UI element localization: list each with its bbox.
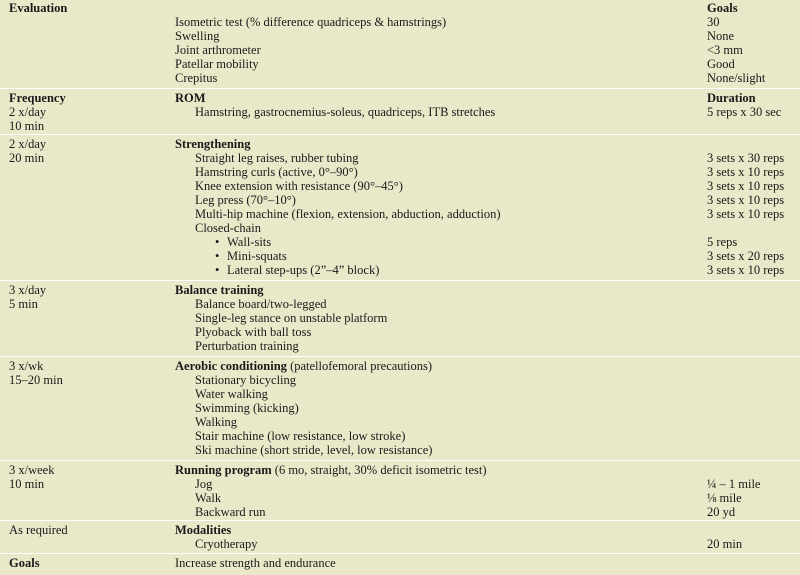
eval-test-goal: None [707,29,735,43]
running-dose: ⅛ mile [707,491,742,505]
aerobic-note: (patellofemoral precautions) [286,359,433,373]
rom-title: ROM [175,91,206,105]
aerobic-row [0,387,800,401]
modalities-dose: 20 min [707,537,743,551]
bullet-row [0,263,800,277]
bullet-icon: • [215,249,220,263]
strengthening-title: Strengthening [175,137,251,151]
section-divider [0,460,800,461]
rom-item: Hamstring, gastrocnemius-soleus, quadriceps, ITB stretches [195,105,496,119]
exercise-dose: 3 sets x 10 reps [707,179,785,193]
section-divider [0,88,800,89]
aerobic-row [0,443,800,457]
exercise-name: Knee extension with resistance (90°–45°) [195,179,403,193]
exercise-name: Wall-sits [227,235,272,249]
running-item: Jog [195,477,213,491]
eval-row [0,15,800,29]
aerobic-frequency-time: 15–20 min [9,373,63,387]
exercise-name: Multi-hip machine (flexion, extension, abduction, adduction) [195,207,501,221]
aerobic-row [0,401,800,415]
balance-row [0,311,800,325]
goals-row [0,556,800,570]
eval-test-goal: 30 [707,15,720,29]
aerobic-row [0,429,800,443]
aerobic-frequency: 3 x/wk [9,359,44,373]
running-item: Walk [195,491,222,505]
balance-item: Balance board/two-legged [195,297,327,311]
running-row [0,491,800,505]
eval-test-goal: None/slight [707,71,766,85]
eval-test-name: Crepitus [175,71,218,85]
frequency-header: Frequency [9,91,66,105]
exercise-dose: 5 reps [707,235,738,249]
aerobic-header-row [0,359,800,373]
strengthening-row [0,193,800,207]
modalities-frequency: As required [9,523,68,537]
balance-item: Single-leg stance on unstable platform [195,311,388,325]
rom-row [0,119,800,133]
section-divider [0,520,800,521]
section-divider [0,356,800,357]
aerobic-title: Aerobic conditioning [175,359,287,373]
balance-row [0,325,800,339]
strengthening-frequency-time: 20 min [9,151,45,165]
aerobic-item: Stationary bicycling [195,373,297,387]
strengthening-frequency: 2 x/day [9,137,47,151]
rom-frequency-time: 10 min [9,119,45,133]
exercise-dose: 3 sets x 10 reps [707,165,785,179]
exercise-name: Hamstring curls (active, 0°–90°) [195,165,358,179]
exercise-dose: 3 sets x 10 reps [707,207,785,221]
modalities-row [0,537,800,551]
bullet-icon: • [215,235,220,249]
bullet-row [0,249,800,263]
aerobic-item: Ski machine (short stride, level, low resistance) [195,443,433,457]
goals-text: Increase strength and endurance [175,556,336,570]
balance-title: Balance training [175,283,264,297]
strengthening-header-row [0,137,800,151]
eval-test-name: Swelling [175,29,220,43]
balance-header-row [0,283,800,297]
balance-item: Perturbation training [195,339,299,353]
rom-duration: 5 reps x 30 sec [707,105,782,119]
strengthening-row [0,151,800,165]
eval-test-name: Isometric test (% difference quadriceps & hamstrings) [175,15,447,29]
exercise-dose: 3 sets x 30 reps [707,151,785,165]
bullet-row [0,235,800,249]
eval-test-name: Patellar mobility [175,57,259,71]
modalities-title: Modalities [175,523,232,537]
balance-frequency-time: 5 min [9,297,38,311]
aerobic-item: Swimming (kicking) [195,401,299,415]
running-dose: ¼ – 1 mile [707,477,761,491]
section-divider [0,134,800,135]
section-divider [0,280,800,281]
strengthening-row [0,221,800,235]
exercise-dose: 3 sets x 20 reps [707,249,785,263]
strengthening-row [0,207,800,221]
eval-test-goal: <3 mm [707,43,743,57]
aerobic-item: Stair machine (low resistance, low stroke) [195,429,406,443]
rom-row [0,105,800,119]
closed-chain-label: Closed-chain [195,221,261,235]
running-frequency: 3 x/week [9,463,55,477]
strengthening-row [0,165,800,179]
eval-row [0,29,800,43]
running-note: (6 mo, straight, 30% deficit isometric test) [271,463,487,477]
running-item: Backward run [195,505,266,519]
aerobic-row [0,373,800,387]
exercise-name: Mini-squats [227,249,287,263]
rom-header-row [0,91,800,105]
aerobic-item: Walking [195,415,238,429]
running-title: Running program [175,463,272,477]
bullet-icon: • [215,263,220,277]
exercise-name: Leg press (70°–10°) [195,193,296,207]
running-frequency-time: 10 min [9,477,45,491]
exercise-name: Straight leg raises, rubber tubing [195,151,359,165]
evaluation-label: Evaluation [9,1,68,15]
balance-row [0,297,800,311]
eval-test-name: Joint arthrometer [175,43,261,57]
aerobic-row [0,415,800,429]
exercise-dose: 3 sets x 10 reps [707,263,785,277]
eval-test-goal: Good [707,57,735,71]
rom-frequency: 2 x/day [9,105,47,119]
eval-row [0,57,800,71]
running-row [0,477,800,491]
goals-header: Goals [707,1,738,15]
balance-row [0,339,800,353]
running-row [0,505,800,519]
running-header-row [0,463,800,477]
duration-header: Duration [707,91,756,105]
evaluation-header-row [0,1,800,15]
exercise-dose: 3 sets x 10 reps [707,193,785,207]
eval-row [0,71,800,85]
goals-label: Goals [9,556,40,570]
running-dose: 20 yd [707,505,736,519]
exercise-name: Lateral step-ups (2”–4” block) [227,263,380,277]
aerobic-item: Water walking [195,387,268,401]
section-divider [0,553,800,554]
modalities-item: Cryotherapy [195,537,258,551]
eval-row [0,43,800,57]
balance-frequency: 3 x/day [9,283,47,297]
balance-item: Plyoback with ball toss [195,325,312,339]
strengthening-row [0,179,800,193]
modalities-header-row [0,523,800,537]
